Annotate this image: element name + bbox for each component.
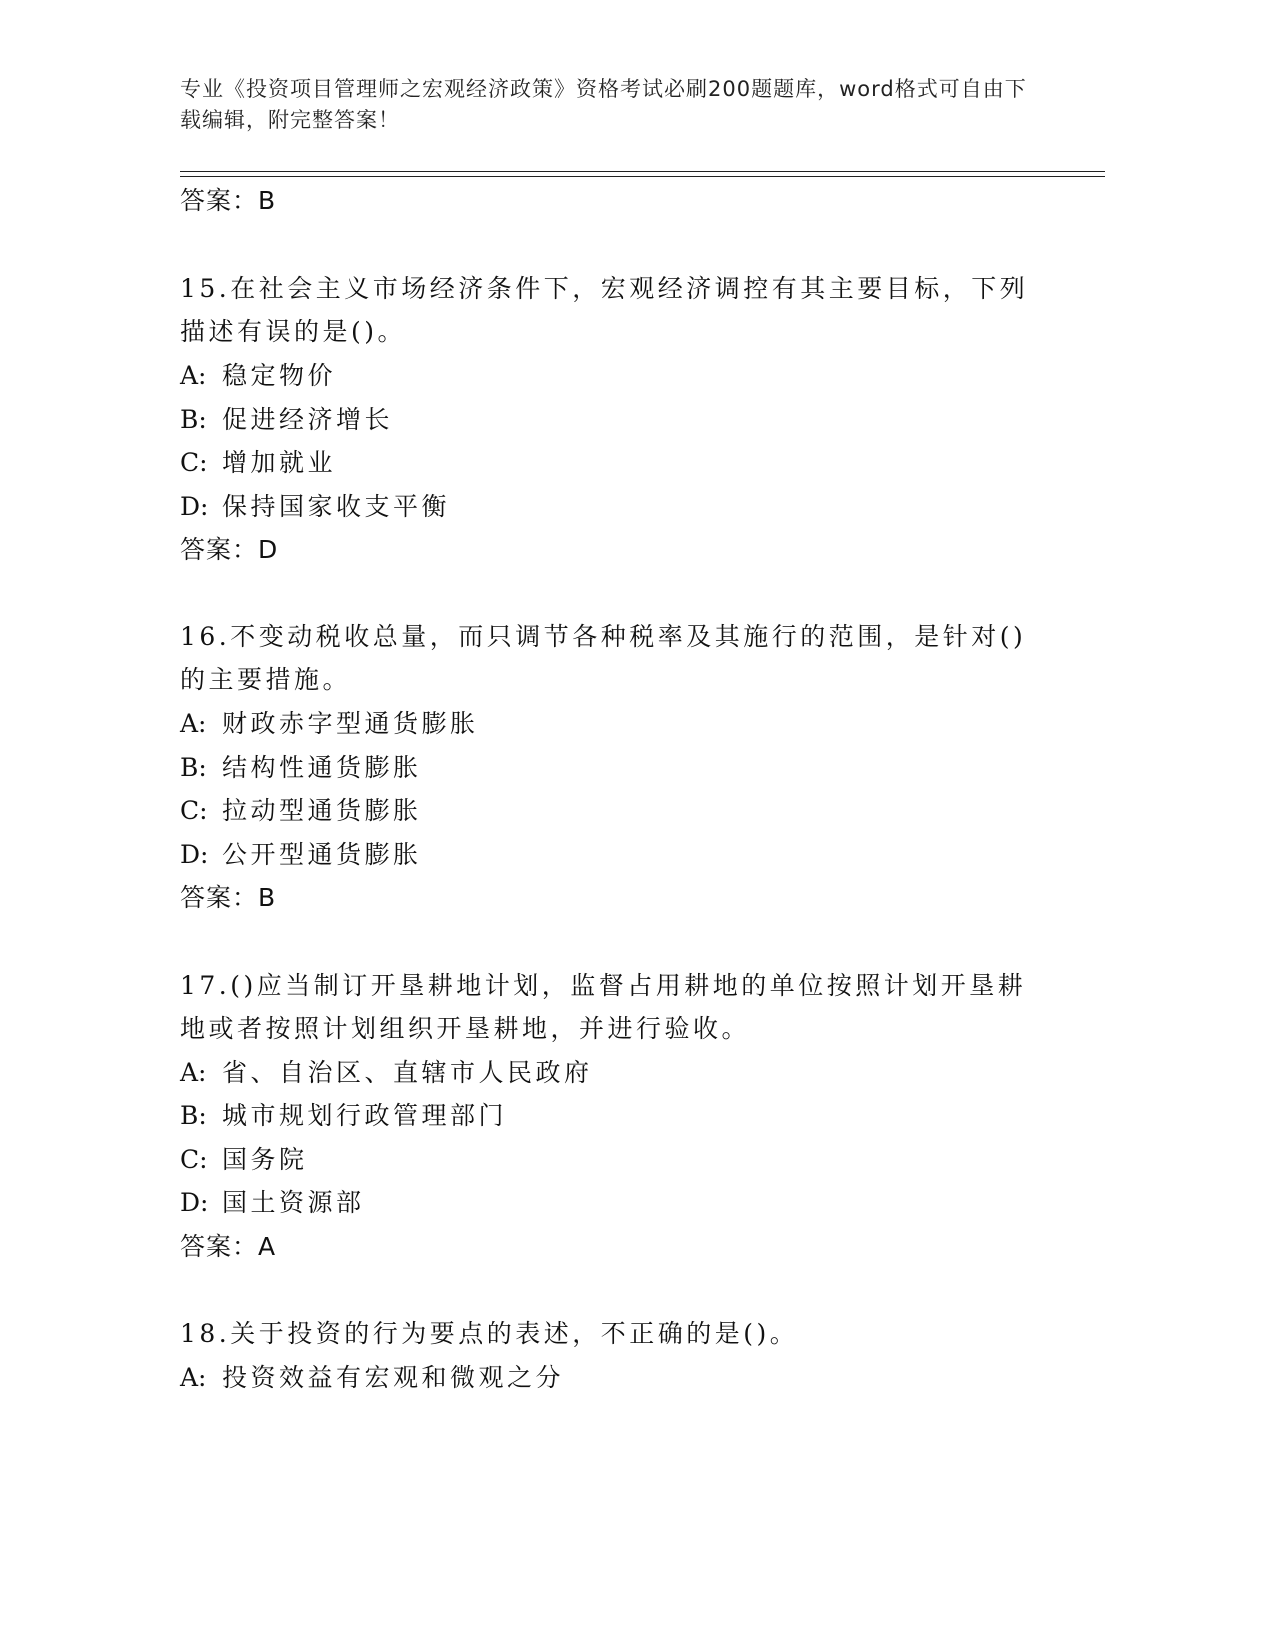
question-16-stem: 16.不变动税收总量，而只调节各种税率及其施行的范围，是针对()的主要措施。 xyxy=(180,622,1027,694)
option-text: 省、自治区、直辖市人民政府 xyxy=(222,1058,593,1087)
question-15-stem: 15.在社会主义市场经济条件下，宏观经济调控有其主要目标，下列描述有误的是()。 xyxy=(180,274,1029,346)
option-letter: C: xyxy=(180,448,208,477)
option-text: 增加就业 xyxy=(222,448,337,477)
header-rule-top xyxy=(180,171,1105,172)
option-text: 促进经济增长 xyxy=(222,405,394,434)
question-17-stem: 17.()应当制订开垦耕地计划，监督占用耕地的单位按照计划开垦耕地或者按照计划组织开垦耕地，并进行验收。 xyxy=(180,971,1027,1043)
question-17-option-c xyxy=(180,1145,308,1175)
option-text: 结构性通货膨胀 xyxy=(222,753,422,782)
question-16-option-d xyxy=(180,840,422,870)
option-text: 稳定物价 xyxy=(222,361,337,390)
option-letter: A: xyxy=(180,1363,207,1392)
option-letter: B: xyxy=(180,753,207,782)
option-letter: A: xyxy=(180,1058,207,1087)
question-15-option-b xyxy=(180,405,393,435)
option-letter: B: xyxy=(180,405,207,434)
option-letter: C: xyxy=(180,796,208,825)
option-letter: A: xyxy=(180,709,207,738)
question-17-option-d xyxy=(180,1188,365,1218)
question-16-option-a xyxy=(180,709,479,739)
question-15-answer: 答案：D xyxy=(180,535,279,564)
option-letter: C: xyxy=(180,1145,208,1174)
option-text: 国务院 xyxy=(222,1145,308,1174)
question-15-option-d xyxy=(180,492,450,522)
option-letter: D: xyxy=(180,840,209,869)
option-text: 财政赤字型通货膨胀 xyxy=(222,709,479,738)
option-text: 城市规划行政管理部门 xyxy=(222,1101,508,1130)
option-text: 国土资源部 xyxy=(222,1188,365,1217)
option-text: 拉动型通货膨胀 xyxy=(222,796,422,825)
question-16-option-c xyxy=(180,796,422,826)
option-letter: A: xyxy=(180,361,207,390)
question-16-answer: 答案：B xyxy=(180,883,277,912)
option-letter: D: xyxy=(180,492,209,521)
question-15-option-c xyxy=(180,448,336,478)
question-17-option-b xyxy=(180,1101,507,1131)
option-letter: D: xyxy=(180,1188,209,1217)
question-15-option-a xyxy=(180,361,336,391)
question-17-option-a xyxy=(180,1058,593,1088)
document-header: 专业《投资项目管理师之宏观经济政策》资格考试必刷200题题库，word格式可自由下载编辑，附完整答案！ xyxy=(180,77,1027,132)
option-letter: B: xyxy=(180,1101,207,1130)
question-16-option-b xyxy=(180,753,422,783)
option-text: 公开型通货膨胀 xyxy=(222,840,422,869)
header-rule-bottom xyxy=(180,176,1105,177)
option-text: 投资效益有宏观和微观之分 xyxy=(222,1363,565,1392)
question-18-stem: 18.关于投资的行为要点的表述，不正确的是()。 xyxy=(180,1319,799,1348)
previous-answer: 答案：B xyxy=(180,186,277,215)
question-18-option-a xyxy=(180,1363,564,1393)
option-text: 保持国家收支平衡 xyxy=(222,492,451,521)
question-17-answer: 答案：A xyxy=(180,1232,277,1261)
